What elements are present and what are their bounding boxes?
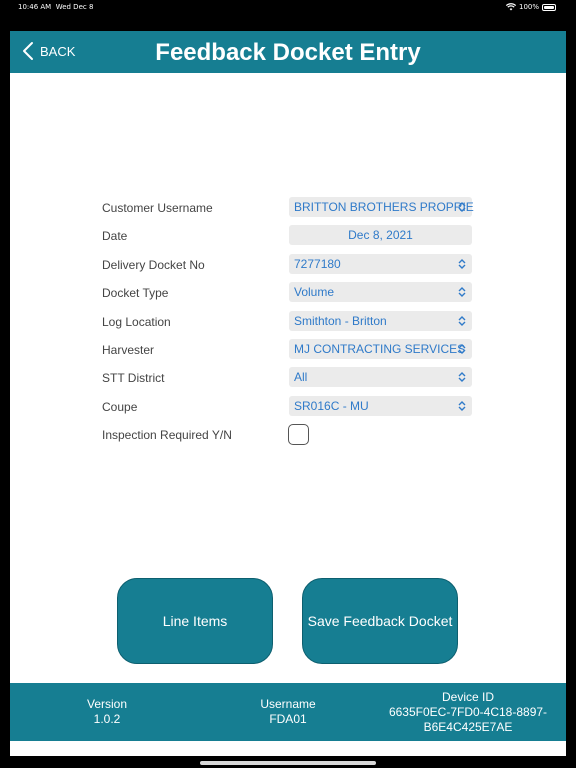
- chevron-updown-icon: [458, 315, 466, 327]
- status-right: [506, 3, 556, 11]
- delivery-docket-label: Delivery Docket No: [102, 258, 205, 272]
- coupe-value: SR016C - MU: [294, 399, 369, 413]
- log-location-value: Smithton - Britton: [294, 314, 387, 328]
- app-screen: [10, 31, 566, 756]
- username-label: Username: [260, 697, 316, 711]
- inspection-row: [10, 424, 566, 446]
- status-time: [18, 3, 93, 11]
- chevron-updown-icon: [458, 286, 466, 298]
- date-row: [10, 225, 566, 247]
- status-date-text: Wed Dec 8: [55, 3, 94, 11]
- status-time-text: 10:46 AM: [18, 3, 52, 11]
- battery-icon: [542, 4, 556, 11]
- customer-username-select[interactable]: [289, 197, 472, 217]
- delivery-docket-row: [10, 254, 566, 276]
- chevron-updown-icon: [458, 343, 466, 355]
- inspection-label: Inspection Required Y/N: [102, 428, 232, 442]
- save-feedback-docket-button[interactable]: Save Feedback Docket: [302, 578, 458, 664]
- inspection-checkbox[interactable]: [288, 424, 309, 445]
- docket-type-label: Docket Type: [102, 286, 169, 300]
- chevron-updown-icon: [458, 201, 466, 213]
- chevron-updown-icon: [458, 371, 466, 383]
- chevron-updown-icon: [458, 258, 466, 270]
- log-location-row: [10, 311, 566, 333]
- footer: [10, 683, 566, 741]
- log-location-select[interactable]: [289, 311, 472, 331]
- username-value: FDA01: [269, 712, 307, 726]
- battery-percent: 100%: [518, 3, 539, 11]
- harvester-select[interactable]: [289, 339, 472, 359]
- home-indicator: [200, 761, 376, 765]
- docket-type-row: [10, 282, 566, 304]
- coupe-label: Coupe: [102, 400, 138, 414]
- nav-header: [10, 31, 566, 73]
- date-picker[interactable]: [289, 225, 472, 245]
- line-items-button[interactable]: Line Items: [117, 578, 273, 664]
- chevron-updown-icon: [458, 400, 466, 412]
- customer-username-value: BRITTON BROTHERS PROPRIE: [294, 200, 474, 214]
- customer-username-label: Customer Username: [102, 201, 213, 215]
- footer-version: [57, 683, 157, 741]
- customer-username-row: [10, 197, 566, 219]
- coupe-row: [10, 396, 566, 418]
- page-title: Feedback Docket Entry: [155, 39, 421, 66]
- device-id-value-line2: B6E4C425E7AE: [423, 719, 513, 734]
- log-location-label: Log Location: [102, 315, 171, 329]
- stt-district-select[interactable]: [289, 367, 472, 387]
- device-id-label: Device ID: [441, 689, 494, 704]
- footer-username: [228, 683, 348, 741]
- version-value: 1.0.2: [93, 712, 121, 726]
- version-label: Version: [86, 697, 128, 711]
- coupe-select[interactable]: [289, 396, 472, 416]
- harvester-label: Harvester: [102, 343, 155, 357]
- stt-district-value: All: [294, 370, 308, 384]
- stt-district-label: STT District: [102, 371, 165, 385]
- status-bar: [0, 0, 576, 14]
- docket-type-select[interactable]: [289, 282, 472, 302]
- date-value: Dec 8, 2021: [348, 228, 413, 242]
- footer-device-id: [378, 683, 558, 741]
- back-label: BACK: [40, 43, 76, 59]
- date-label: Date: [102, 229, 128, 243]
- harvester-value: MJ CONTRACTING SERVICES: [294, 342, 466, 356]
- delivery-docket-value: 7277180: [294, 257, 341, 271]
- stt-district-row: [10, 367, 566, 389]
- wifi-icon: [506, 3, 516, 11]
- delivery-docket-select[interactable]: [289, 254, 472, 274]
- harvester-row: [10, 339, 566, 361]
- docket-type-value: Volume: [294, 285, 335, 299]
- device-id-value-line1: 6635F0EC-7FD0-4C18-8897-: [388, 704, 548, 719]
